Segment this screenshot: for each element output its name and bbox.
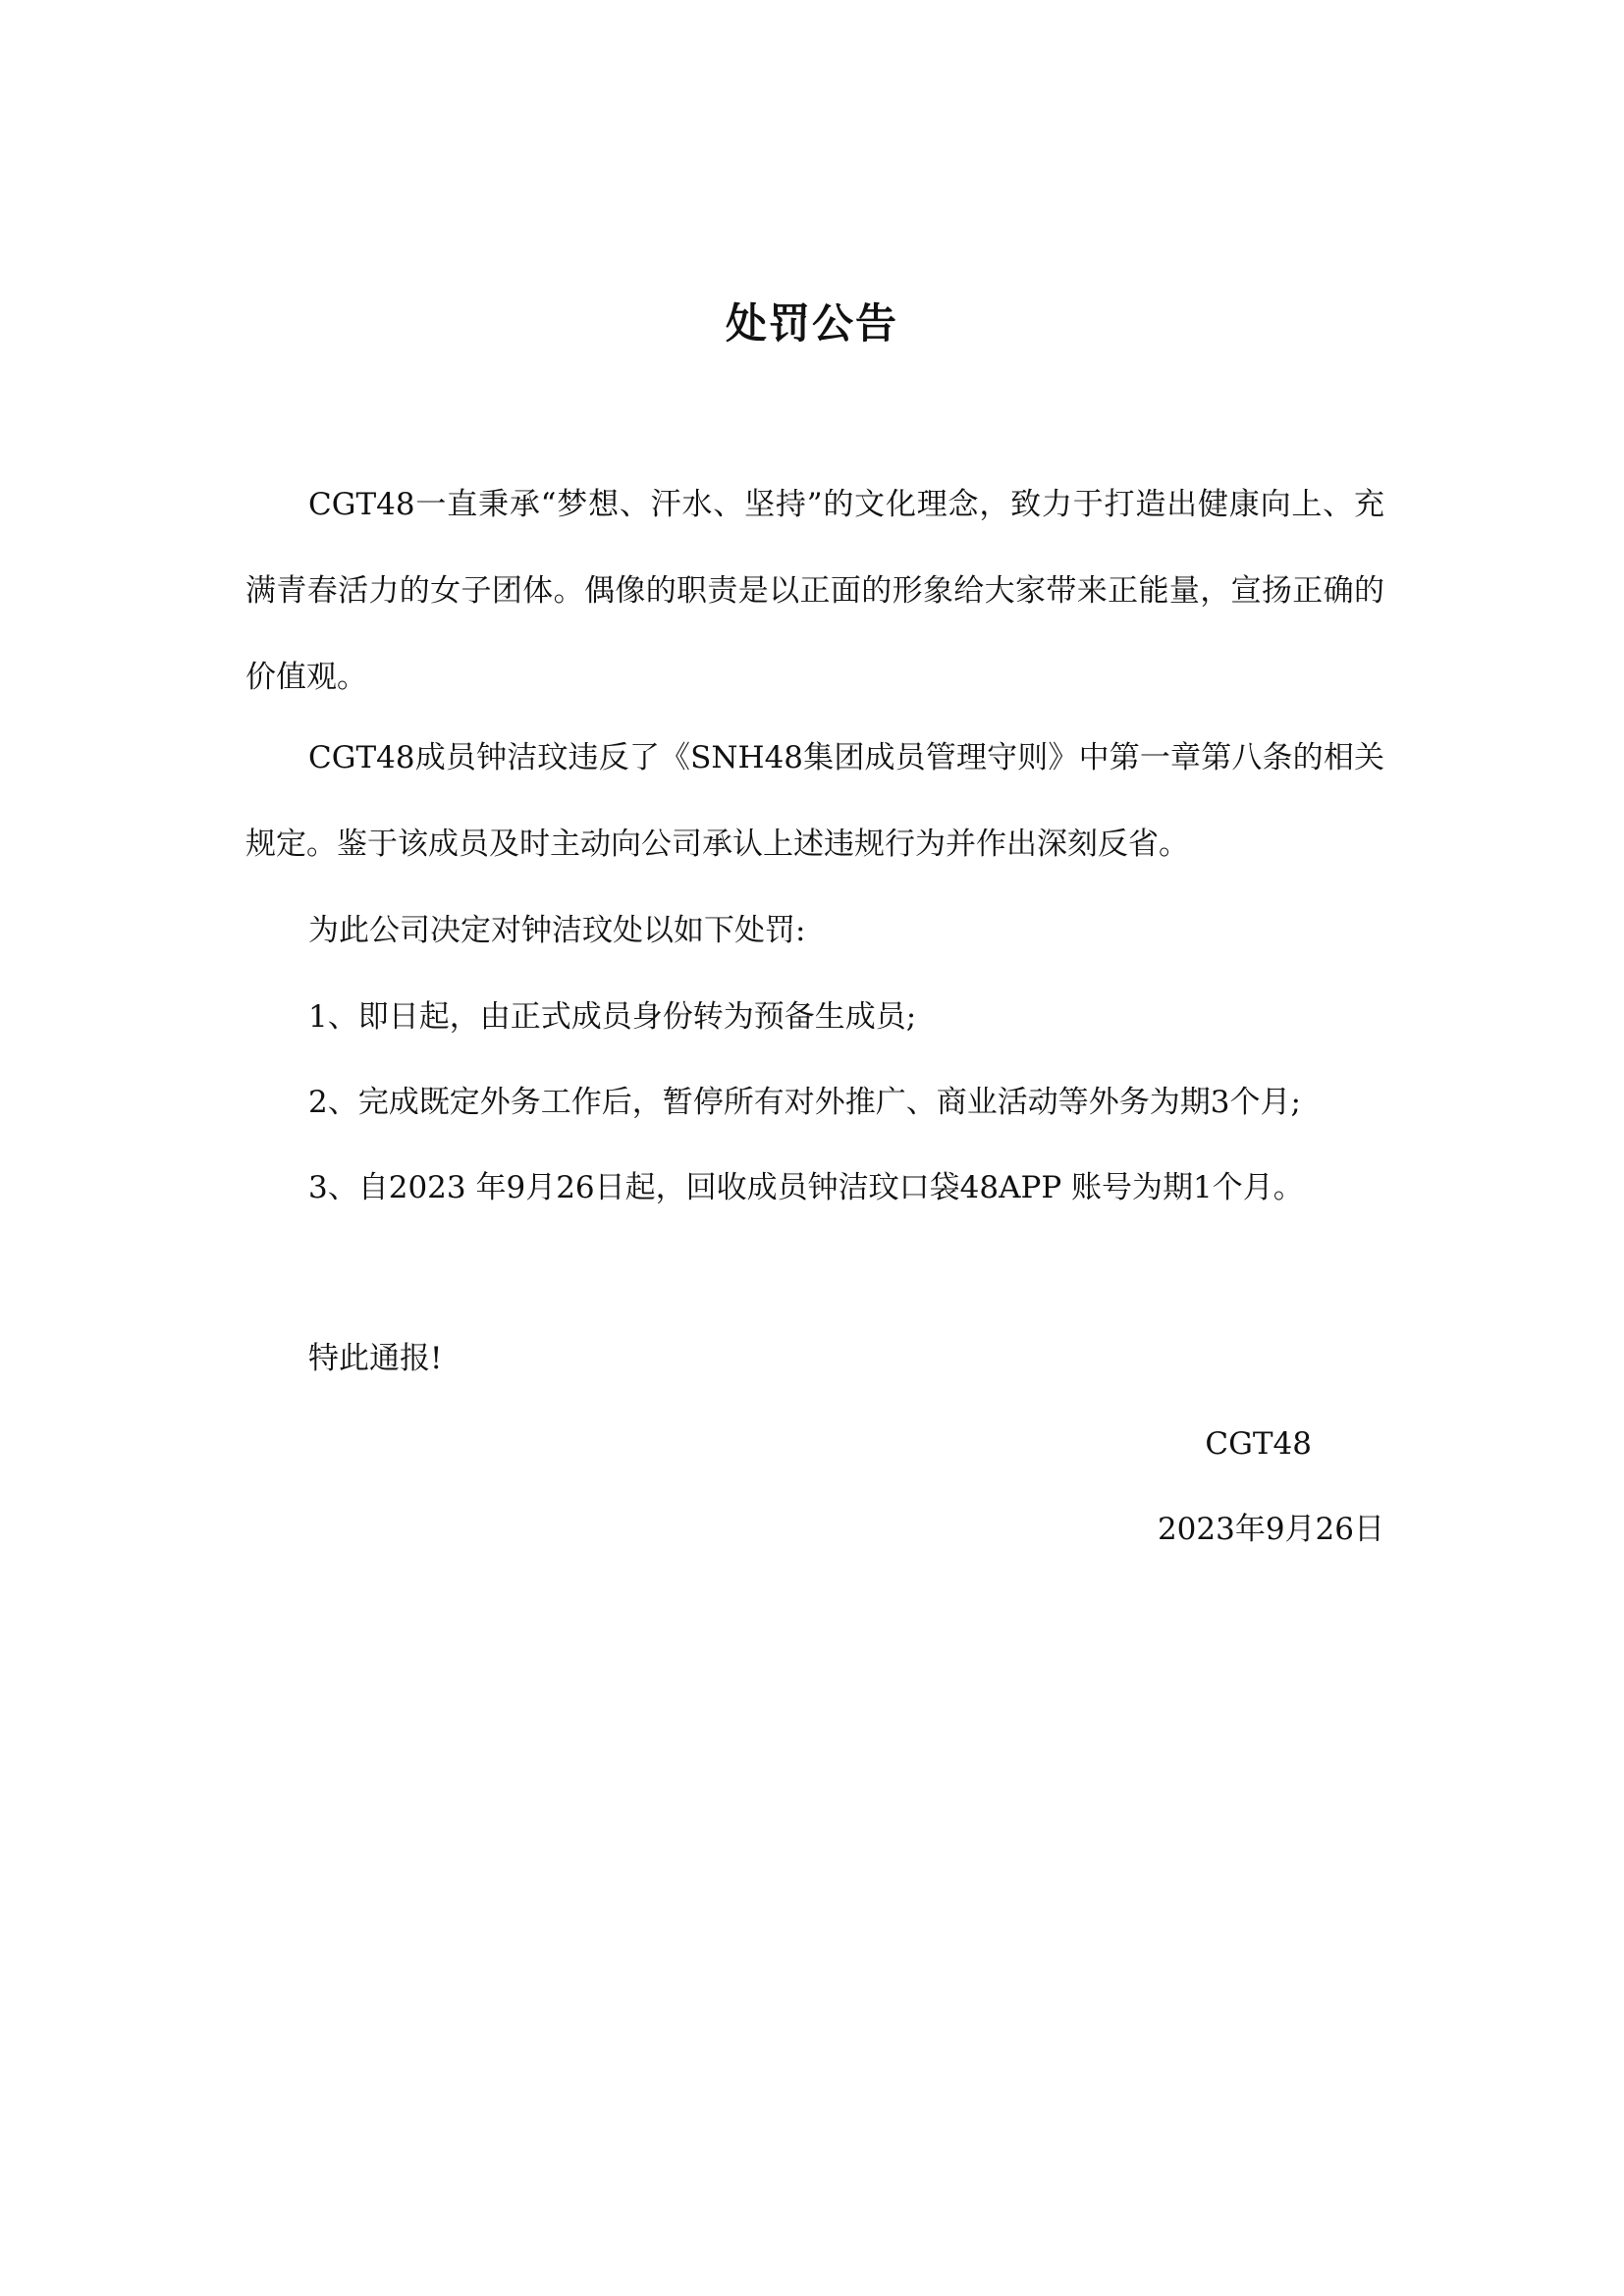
document-title: 处罚公告 bbox=[725, 299, 898, 347]
closing-statement: 特此通报! bbox=[308, 1341, 443, 1376]
violation-section bbox=[245, 715, 1384, 887]
signature: CGT48 bbox=[1205, 1426, 1312, 1462]
penalty-item-1: 1、即日起，由正式成员身份转为预备生成员; bbox=[308, 999, 917, 1035]
penalty-item-2: 2、完成既定外务工作后，暂停所有对外推广、商业活动等外务为期3个月; bbox=[308, 1085, 1301, 1120]
document-date: 2023年9月26日 bbox=[1157, 1512, 1384, 1547]
intro-section bbox=[245, 461, 1384, 721]
decision-intro: 为此公司决定对钟洁玟处以如下处罚: bbox=[308, 913, 806, 948]
paragraph-violation: CGT48成员钟洁玟违反了《SNH48集团成员管理守则》中第一章第八条的相关规定。鉴于该成员及时主动向公司承认上述违规行为并作出深刻反省。 bbox=[245, 740, 1384, 862]
penalty-item-3: 3、自2023 年9月26日起，回收成员钟洁玟口袋48APP 账号为期1个月。 bbox=[308, 1170, 1304, 1205]
paragraph-mission: CGT48一直秉承“梦想、汗水、坚持”的文化理念，致力于打造出健康向上、充满青春活力的女子团体。偶像的职责是以正面的形象给大家带来正能量，宣扬正确的价值观。 bbox=[245, 487, 1384, 695]
